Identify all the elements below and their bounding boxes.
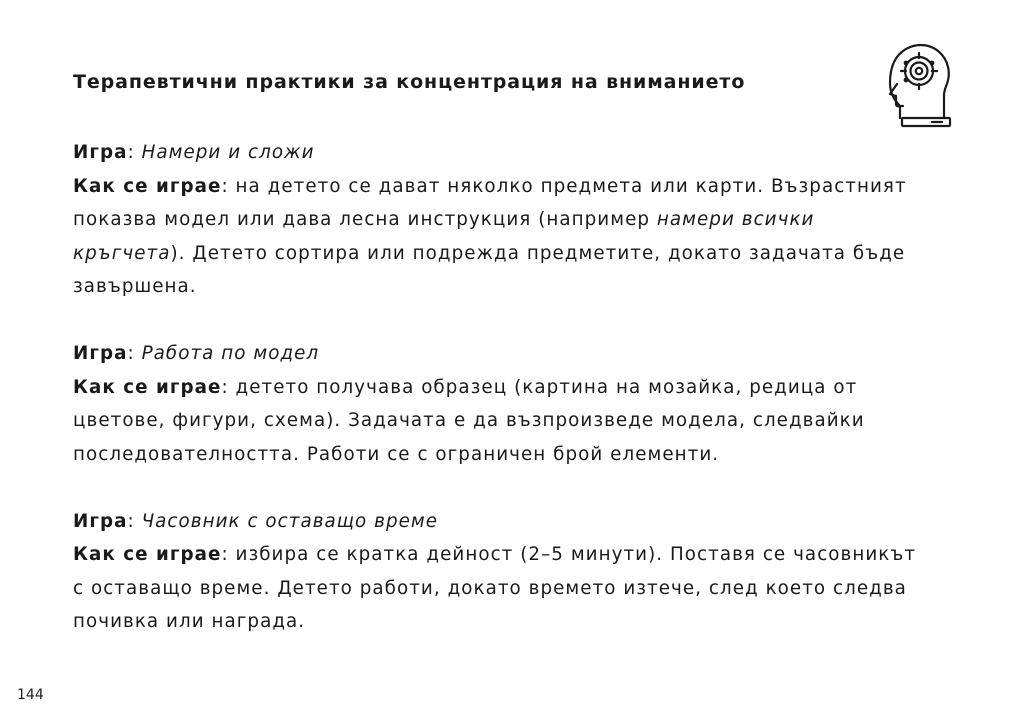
page-title: Терапевтични практики за концентрация на вниманието <box>73 71 746 93</box>
game-heading: Игра: Работа по модел <box>73 343 320 364</box>
game-description-line: с оставащо време. Детето работи, докато времето изтече, след което следва <box>73 577 907 599</box>
game-description-line: показва модел или дава лесна инструкция (например намери всички <box>73 209 815 230</box>
game-description-line: завършена. <box>73 276 197 297</box>
game-heading: Игра: Часовник с оставащо време <box>73 510 439 532</box>
game-block-2 <box>73 337 953 471</box>
game-description-line: цветове, фигури, схема). Задачата е да възпроизведе модела, следвайки <box>73 410 865 431</box>
game-block-3 <box>73 505 953 639</box>
how-label: Как се играе <box>73 376 222 398</box>
game-description-line: последователността. Работи се с ограничен брой елементи. <box>73 443 720 465</box>
game-label: Игра <box>73 142 128 163</box>
game-name: Намери и сложи <box>141 142 315 163</box>
game-name: Часовник с оставащо време <box>141 510 439 532</box>
game-description-line: почивка или награда. <box>73 611 306 632</box>
how-label: Как се играе <box>73 175 222 197</box>
how-label: Как се играе <box>73 544 222 565</box>
game-heading: Игра: Намери и сложи <box>73 142 315 163</box>
page-number: 144 <box>17 687 44 703</box>
game-description-line: кръгчета). Детето сортира или подрежда предметите, докато задачата бъде <box>73 242 906 264</box>
game-description-line: Как се играе: на детето се дават няколко предмета или карти. Възрастният <box>73 175 907 197</box>
game-block-1 <box>73 136 953 304</box>
game-description-line: Как се играе: детето получава образец (картина на мозайка, редица от <box>73 376 858 398</box>
game-name: Работа по модел <box>141 343 320 364</box>
head-target-icon <box>884 42 954 130</box>
content <box>73 136 953 672</box>
game-label: Игра <box>73 510 128 532</box>
game-description-line: Как се играе: избира се кратка дейност (2–5 минути). Поставя се часовникът <box>73 544 917 565</box>
game-label: Игра <box>73 343 128 364</box>
